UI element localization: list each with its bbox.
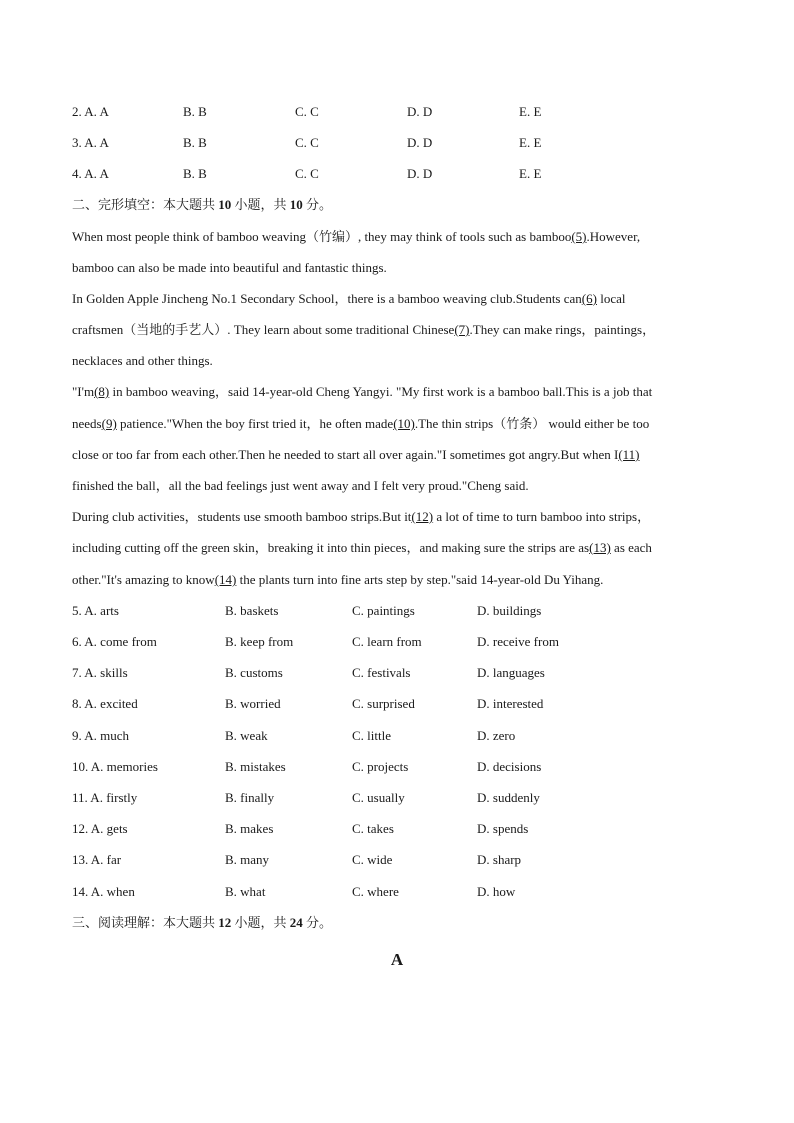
- option-d: D. languages: [477, 665, 545, 680]
- option-a: 14. A. when: [72, 884, 135, 899]
- option-a: 10. A. memories: [72, 759, 158, 774]
- option-d: D. buildings: [477, 603, 542, 618]
- passage-text: bamboo can also be made into beautiful and fantastic things.: [72, 260, 387, 275]
- question-row: [72, 601, 732, 621]
- option-a: 9. A. much: [72, 728, 130, 743]
- question-row: [72, 632, 732, 652]
- option-b: B. B: [183, 166, 207, 181]
- answer-row: [72, 164, 732, 184]
- passage-line: [72, 258, 732, 278]
- option-e: E. E: [519, 135, 542, 150]
- option-b: B. keep from: [225, 634, 294, 649]
- passage-text: as each: [610, 540, 652, 555]
- option-c: C. C: [295, 166, 319, 181]
- blank-10: (10): [393, 416, 415, 431]
- option-b: B. many: [225, 852, 270, 867]
- option-c: C. little: [352, 728, 391, 743]
- score-total: 10: [289, 197, 303, 212]
- blank-12: (12): [411, 509, 434, 524]
- question-row: [72, 663, 732, 683]
- option-d: D. decisions: [477, 759, 542, 774]
- option-c: C. C: [295, 104, 319, 119]
- passage-line: [72, 570, 732, 590]
- passage-text: craftsmen（当地的手艺人）. They learn about some traditional Chinese: [72, 322, 455, 337]
- option-d: D. zero: [477, 728, 516, 743]
- option-b: B. B: [183, 104, 207, 119]
- question-row: [72, 819, 732, 839]
- passage-line: [72, 320, 732, 340]
- passage-text: needs: [72, 416, 102, 431]
- passage-text: finished the ball，all the bad feelings just went away and I felt very proud."Cheng said.: [72, 478, 529, 493]
- section-heading-text: 小题，共: [231, 915, 290, 930]
- option-a: 8. A. excited: [72, 696, 138, 711]
- option-e: E. E: [519, 166, 542, 181]
- question-row: [72, 882, 732, 902]
- blank-13: (13): [589, 540, 611, 555]
- option-c: C. where: [352, 884, 399, 899]
- option-c: C. C: [295, 135, 319, 150]
- passage-text: close or too far from each other.Then he needed to start all over again."I sometimes got angry.But when I: [72, 447, 619, 462]
- option-c: C. takes: [352, 821, 394, 836]
- question-count: 12: [218, 915, 232, 930]
- passage-line: [72, 538, 732, 558]
- section-heading-cloze: [72, 195, 332, 215]
- passage-text: .They can make rings，paintings，: [469, 322, 656, 337]
- question-count: 10: [218, 197, 232, 212]
- passage-line: [72, 351, 732, 371]
- passage-text: .However,: [586, 229, 641, 244]
- option-d: D. spends: [477, 821, 529, 836]
- option-c: C. surprised: [352, 696, 415, 711]
- option-c: C. learn from: [352, 634, 422, 649]
- passage-text: During club activities，students use smooth bamboo strips.But it: [72, 509, 412, 524]
- option-c: C. festivals: [352, 665, 411, 680]
- option-b: B. weak: [225, 728, 268, 743]
- passage-text: local: [596, 291, 626, 306]
- question-row: [72, 788, 732, 808]
- section-heading-text: 分。: [302, 197, 333, 212]
- option-d: D. D: [407, 104, 433, 119]
- option-a: 6. A. come from: [72, 634, 157, 649]
- score-total: 24: [289, 915, 303, 930]
- option-d: D. sharp: [477, 852, 522, 867]
- passage-text: "I'm: [72, 384, 95, 399]
- blank-14: (14): [214, 572, 237, 587]
- option-a: 3. A. A: [72, 135, 109, 150]
- blank-8: (8): [94, 384, 110, 399]
- option-d: D. how: [477, 884, 516, 899]
- blank-7: (7): [454, 322, 470, 337]
- option-b: B. baskets: [225, 603, 279, 618]
- option-b: B. finally: [225, 790, 275, 805]
- blank-11: (11): [618, 447, 640, 462]
- passage-text: including cutting off the green skin，breaking it into thin pieces，and making sure the strips are as: [72, 540, 590, 555]
- passage-line: [72, 507, 732, 527]
- option-c: C. paintings: [352, 603, 415, 618]
- option-c: C. wide: [352, 852, 393, 867]
- section-heading-text: 分。: [302, 915, 333, 930]
- blank-9: (9): [101, 416, 117, 431]
- option-c: C. usually: [352, 790, 405, 805]
- question-row: [72, 757, 732, 777]
- passage-letter-heading: A: [390, 950, 404, 969]
- option-d: D. suddenly: [477, 790, 540, 805]
- passage-line: [72, 382, 732, 402]
- option-b: B. worried: [225, 696, 281, 711]
- option-d: D. D: [407, 135, 433, 150]
- question-row: [72, 726, 732, 746]
- question-row: [72, 694, 732, 714]
- passage-text: a lot of time to turn bamboo into strips，: [433, 509, 651, 524]
- passage-text: the plants turn into fine arts step by step."said 14-year-old Du Yihang.: [236, 572, 604, 587]
- option-d: D. receive from: [477, 634, 559, 649]
- option-a: 11. A. firstly: [72, 790, 138, 805]
- passage-text: In Golden Apple Jincheng No.1 Secondary School，there is a bamboo weaving club.Students can: [72, 291, 582, 306]
- passage-text: other."It's amazing to know: [72, 572, 215, 587]
- option-e: E. E: [519, 104, 542, 119]
- option-a: 7. A. skills: [72, 665, 128, 680]
- passage-text: necklaces and other things.: [72, 353, 213, 368]
- passage-text: .The thin strips（竹条） would either be too: [414, 416, 650, 431]
- passage-text: When most people think of bamboo weaving（竹编）, they may think of tools such as bamboo: [72, 229, 572, 244]
- passage-text: patience."When the boy first tried it，he often made: [116, 416, 394, 431]
- blank-5: (5): [571, 229, 587, 244]
- passage-line: [72, 414, 732, 434]
- option-b: B. what: [225, 884, 266, 899]
- option-a: 4. A. A: [72, 166, 109, 181]
- option-d: D. D: [407, 166, 433, 181]
- section-heading-text: 三、阅读理解：本大题共: [72, 915, 219, 930]
- passage-line: [72, 445, 732, 465]
- option-d: D. interested: [477, 696, 544, 711]
- answer-row: [72, 133, 732, 153]
- option-b: B. B: [183, 135, 207, 150]
- passage-line: [72, 227, 732, 247]
- option-a: 5. A. arts: [72, 603, 119, 618]
- passage-line: [72, 476, 732, 496]
- section-heading-text: 二、完形填空：本大题共: [72, 197, 219, 212]
- option-a: 12. A. gets: [72, 821, 128, 836]
- passage-text: in bamboo weaving，said 14-year-old Cheng Yangyi. "My first work is a bamboo ball.This is a job that: [109, 384, 653, 399]
- question-row: [72, 850, 732, 870]
- option-b: B. mistakes: [225, 759, 286, 774]
- passage-line: [72, 289, 732, 309]
- option-b: B. customs: [225, 665, 283, 680]
- section-heading-text: 小题，共: [231, 197, 290, 212]
- section-heading-reading: [72, 913, 332, 933]
- answer-row: [72, 102, 732, 122]
- option-b: B. makes: [225, 821, 274, 836]
- option-c: C. projects: [352, 759, 409, 774]
- blank-6: (6): [581, 291, 597, 306]
- option-a: 13. A. far: [72, 852, 122, 867]
- option-a: 2. A. A: [72, 104, 109, 119]
